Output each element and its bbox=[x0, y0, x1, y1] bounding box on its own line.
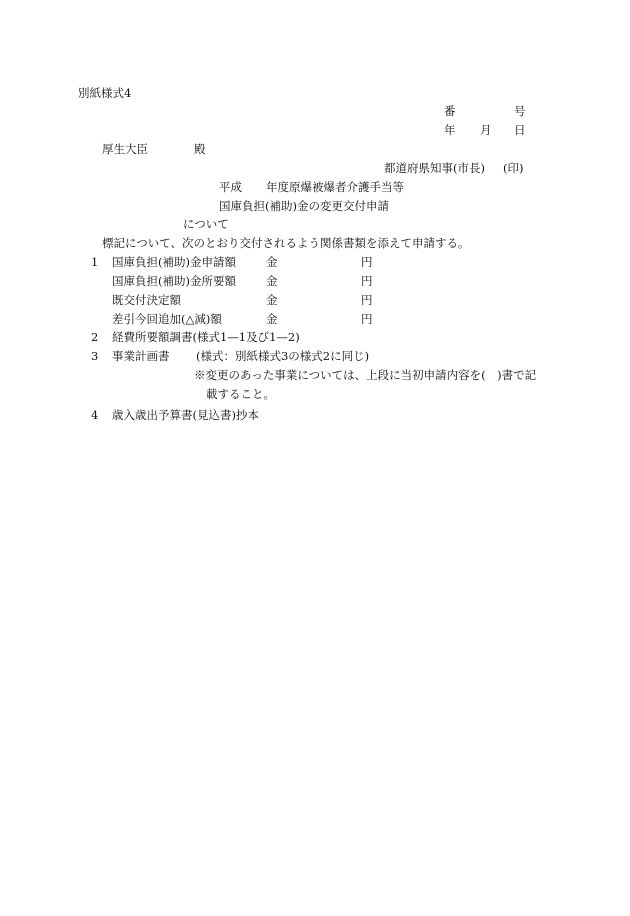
item-remark-line-2: 載すること。 bbox=[206, 387, 275, 401]
item-text: 経費所要額調書(様式1—1及び1—2) bbox=[112, 330, 300, 344]
item-number: 2 bbox=[91, 330, 99, 344]
amount-row-label: 国庫負担(補助)金所要額 bbox=[112, 274, 236, 288]
item-number: 4 bbox=[91, 408, 99, 422]
amount-yen-label: 円 bbox=[361, 312, 373, 326]
amount-row-label: 差引今回追加(△減)額 bbox=[112, 312, 222, 326]
amount-yen-label: 円 bbox=[361, 274, 373, 288]
document-number-suffix: 号 bbox=[514, 104, 526, 118]
amount-yen-label: 円 bbox=[361, 293, 373, 307]
item-remark-line-1: ※変更のあった事業については、上段に当初申請内容を( )書で記 bbox=[194, 368, 537, 382]
item-number: 3 bbox=[91, 349, 99, 363]
date-day-label: 日 bbox=[514, 123, 526, 137]
applicant-seal: (印) bbox=[503, 161, 524, 175]
form-title: 別紙様式4 bbox=[78, 86, 132, 100]
intro-text: 標記について、次のとおり交付されるよう関係書類を添えて申請する。 bbox=[102, 236, 470, 250]
date-month-label: 月 bbox=[480, 123, 492, 137]
addressee-honorific: 殿 bbox=[194, 142, 206, 156]
item-number: 1 bbox=[91, 255, 99, 269]
addressee-name: 厚生大臣 bbox=[102, 142, 148, 156]
applicant-title: 都道府県知事(市長) bbox=[384, 161, 485, 175]
subject-line-2: 国庫負担(補助)金の変更交付申請 bbox=[219, 199, 389, 213]
amount-yen-label: 円 bbox=[361, 255, 373, 269]
amount-kin-label: 金 bbox=[266, 255, 278, 269]
item-text: 事業計画書 bbox=[112, 349, 170, 363]
subject-era: 平成 bbox=[219, 180, 242, 194]
date-year-label: 年 bbox=[444, 123, 456, 137]
amount-kin-label: 金 bbox=[266, 293, 278, 307]
item-note: (様式：別紙様式3の様式2に同じ) bbox=[196, 349, 370, 363]
subject-line-3: について bbox=[183, 217, 229, 231]
amount-kin-label: 金 bbox=[266, 312, 278, 326]
amount-kin-label: 金 bbox=[266, 274, 278, 288]
item-text: 歳入歳出予算書(見込書)抄本 bbox=[112, 408, 259, 422]
document-number-label: 番 bbox=[444, 104, 456, 118]
amount-row-label: 既交付決定額 bbox=[112, 293, 181, 307]
amount-row-label: 国庫負担(補助)金申請額 bbox=[112, 255, 236, 269]
subject-line-1: 年度原爆被爆者介護手当等 bbox=[266, 180, 404, 194]
